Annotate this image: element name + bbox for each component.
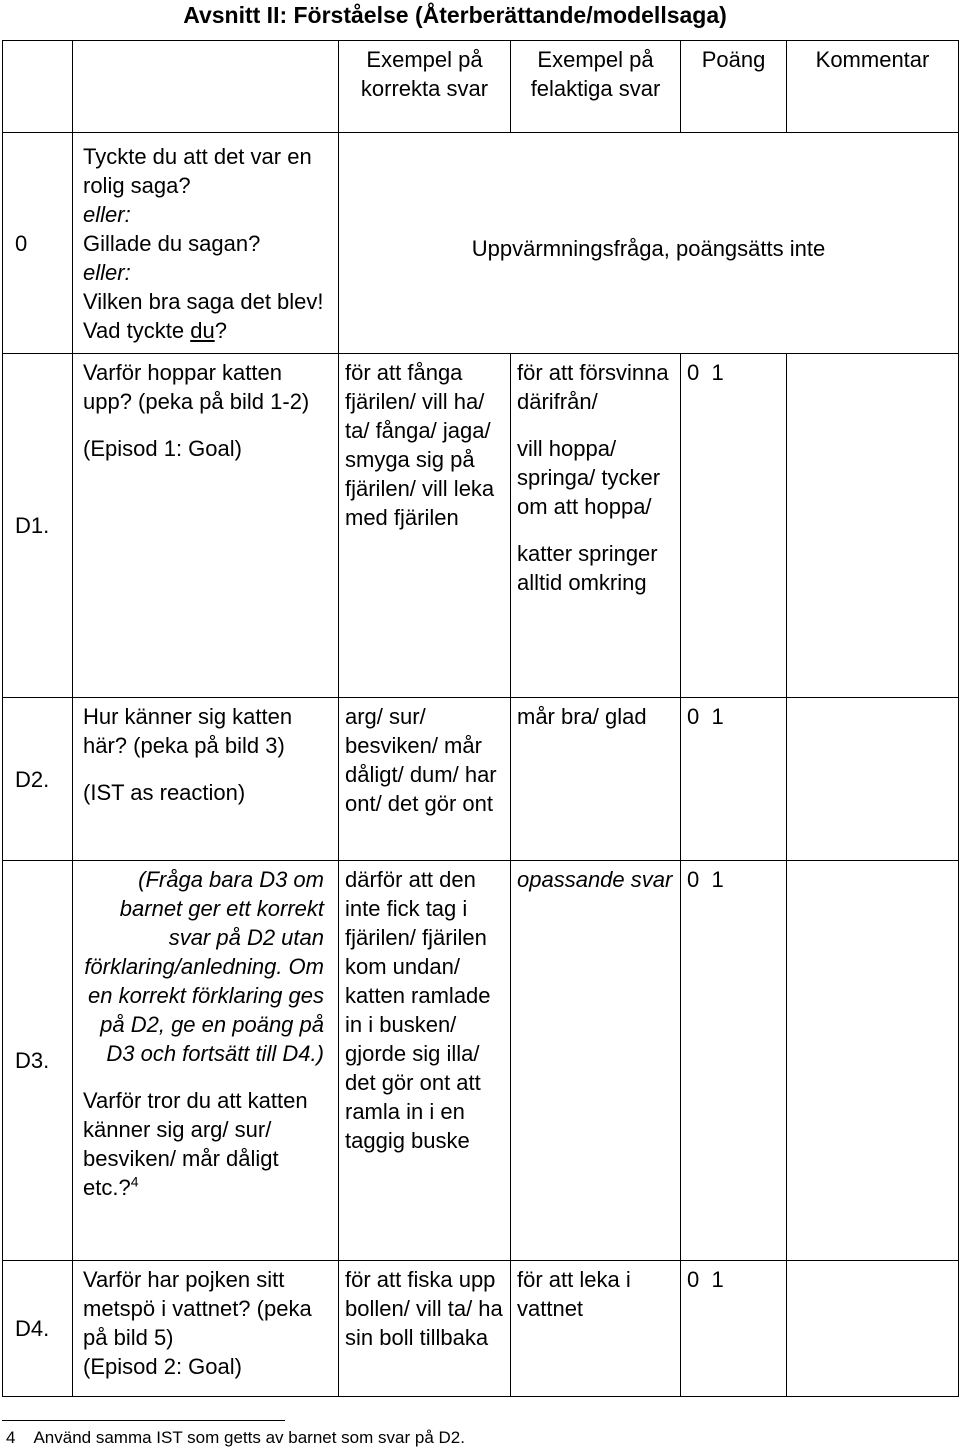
correct-answers: för att fånga fjärilen/ vill ha/ ta/ fånga/ jaga/ smyga sig på fjärilen/ vill leka med fjärilen	[339, 354, 511, 698]
points-cell: 0 1	[681, 1261, 787, 1397]
incorrect-answers: opassande svar	[511, 861, 681, 1261]
comment-cell[interactable]	[787, 698, 959, 861]
comprehension-table	[2, 40, 959, 1397]
header-blank-question	[73, 41, 339, 133]
question-text: Gillade du sagan?	[83, 230, 261, 256]
question-text	[83, 1086, 332, 1202]
comment-cell[interactable]	[787, 354, 959, 698]
episode-text: (Episod 2: Goal)	[83, 1354, 242, 1379]
warmup-question	[73, 133, 339, 354]
incorrect-answer: vill hoppa/ springa/ tycker om att hoppa/	[517, 436, 661, 519]
footnote-number: 4	[6, 1428, 16, 1447]
question-cell	[73, 861, 339, 1261]
question-cell	[73, 1261, 339, 1397]
or-text: eller:	[83, 259, 131, 285]
footnote-text: Använd samma IST som getts av barnet som svar på D2.	[33, 1428, 465, 1447]
incorrect-answers	[511, 354, 681, 698]
header-points: Poäng	[681, 41, 787, 133]
footnote-ref: 4	[130, 1173, 139, 1190]
question-cell	[73, 698, 339, 861]
points-cell: 0 1	[681, 354, 787, 698]
points-cell: 0 1	[681, 861, 787, 1261]
row-label: D3.	[3, 861, 73, 1261]
table-row-d4	[3, 1261, 959, 1397]
header-blank-label	[3, 41, 73, 133]
underlined-word: du	[190, 317, 215, 343]
row-label: D4.	[3, 1261, 73, 1397]
table-row-d3	[3, 861, 959, 1261]
or-text: eller:	[83, 201, 131, 227]
row-label: D1.	[3, 354, 73, 698]
incorrect-answer: för att försvinna därifrån/	[517, 360, 669, 414]
footnote	[6, 1427, 465, 1449]
episode-text: (IST as reaction)	[83, 780, 246, 805]
comment-cell[interactable]	[787, 861, 959, 1261]
header-row	[3, 41, 959, 133]
question-cell	[73, 354, 339, 698]
incorrect-answer: katter springer alltid omkring	[517, 541, 658, 595]
row-label: 0	[3, 133, 73, 354]
incorrect-answers: mår bra/ glad	[511, 698, 681, 861]
question-text: Varför hoppar katten upp? (peka på bild 1-2)	[83, 360, 310, 414]
correct-answers: arg/ sur/ besviken/ mår dåligt/ dum/ har ont/ det gör ont	[339, 698, 511, 861]
episode-text: (Episod 1: Goal)	[83, 436, 242, 461]
header-comment: Kommentar	[787, 41, 959, 133]
incorrect-answers: för att leka i vattnet	[511, 1261, 681, 1397]
table-row-0	[3, 133, 959, 354]
warmup-note: Uppvärmningsfråga, poängsätts inte	[339, 133, 959, 354]
section-title: Avsnitt II: Förståelse (Återberättande/modellsaga)	[183, 2, 727, 28]
question-text	[83, 287, 332, 345]
table-row-d2	[3, 698, 959, 861]
correct-answers: därför att den inte fick tag i fjärilen/ fjärilen kom undan/ katten ramlade in i busken/ gjorde sig illa/ det gör ont att ramla in i en taggig buske	[339, 861, 511, 1261]
row-label: D2.	[3, 698, 73, 861]
instruction-note: (Fråga bara D3 om barnet ger ett korrekt svar på D2 utan förklaring/anledning. Om en korrekt förklaring ges på D2, ge en poäng på D3 och fortsätt till D4.)	[84, 867, 324, 1066]
question-text-main: Varför tror du att katten känner sig arg/ sur/ besviken/ mår dåligt etc.?	[83, 1088, 308, 1200]
question-text: Hur känner sig katten här? (peka på bild 3)	[83, 704, 293, 758]
question-text-part: Vilken bra saga det blev! Vad tyckte	[83, 288, 324, 343]
question-text: Varför har pojken sitt metspö i vattnet? (peka på bild 5)	[83, 1267, 312, 1350]
question-text: Tyckte du att det var en rolig saga?	[83, 143, 312, 198]
header-correct: Exempel på korrekta svar	[339, 41, 511, 133]
correct-answers: för att fiska upp bollen/ vill ta/ ha sin boll tillbaka	[339, 1261, 511, 1397]
points-cell: 0 1	[681, 698, 787, 861]
comment-cell[interactable]	[787, 1261, 959, 1397]
header-incorrect: Exempel på felaktiga svar	[511, 41, 681, 133]
table-row-d1	[3, 354, 959, 698]
question-text-part: ?	[214, 317, 227, 343]
footnote-divider	[2, 1420, 285, 1421]
